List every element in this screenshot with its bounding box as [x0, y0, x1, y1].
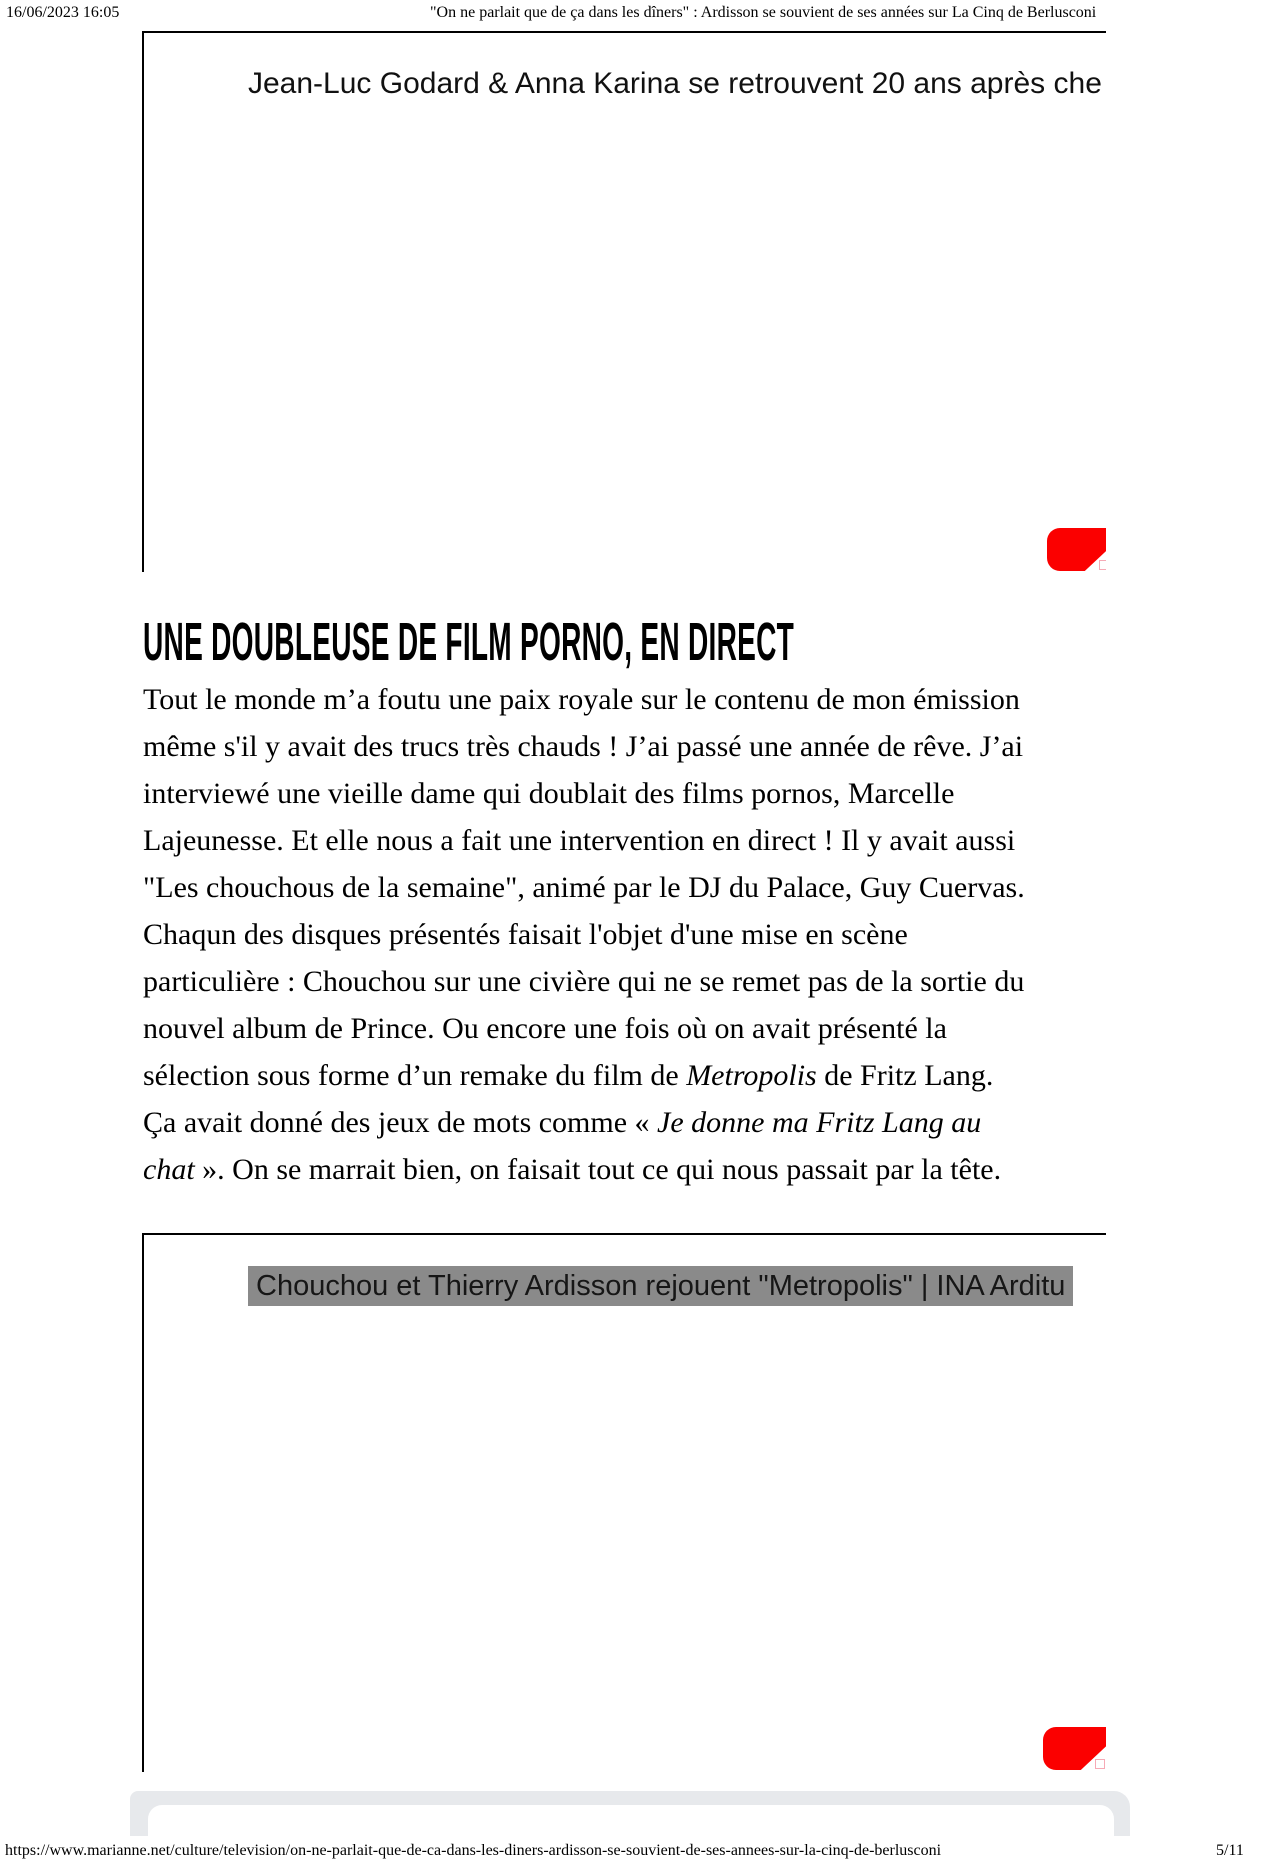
print-footer-url: https://www.marianne.net/culture/television/on-ne-parlait-que-de-ca-dans-les-diners-ardisson-se-souvient-de-ses-annees-sur-la-cinq-de-berlusconi: [5, 1842, 942, 1859]
video-player-godard-karina[interactable]: [142, 31, 1106, 572]
print-header-datetime: 16/06/2023 16:05: [6, 4, 120, 21]
video-title-link[interactable]: Chouchou et Thierry Ardisson rejouent "Metropolis" | INA Arditu: [248, 1266, 1073, 1306]
article-paragraph: Tout le monde m’a foutu une paix royale sur le contenu de mon émission même s'il y avait des trucs très chauds ! J’ai passé une année de rêve. J’ai interviewé une vieille dame qui doublait des films pornos, Marcelle Lajeunesse. Et elle nous a fait une intervention en direct ! Il y avait aussi "Les chouchous de la semaine", animé par le DJ du Palace, Guy Cuervas. Chaqun des disques présentés faisait l'objet d'une mise en scène particulière : Chouchou sur une civière qui ne se remet pas de la sortie du nouvel album de Prince. Ou encore une fois où on avait présenté la sélection sous forme d’un remake du film de Metropolis de Fritz Lang. Ça avait donné des jeux de mots comme « Je donne ma Fritz Lang au chat ». On se marrait bien, on faisait tout ce qui nous passait par la tête.: [143, 683, 1025, 1186]
print-header-title: "On ne parlait que de ça dans les dîners" : Ardisson se souvient de ses années sur La Cinq de Berlusconi: [430, 4, 1097, 21]
youtube-play-triangle: [1047, 528, 1106, 571]
logo-corner-artifact: [1095, 1759, 1105, 1769]
youtube-logo-icon[interactable]: [1043, 1727, 1106, 1770]
section-heading: UNE DOUBLEUSE DE FILM PORNO, EN DIRECT: [143, 612, 795, 672]
youtube-logo-icon[interactable]: [1047, 528, 1106, 571]
next-embed-clipped-panel: [130, 1791, 1130, 1836]
next-embed-card: [148, 1805, 1114, 1836]
print-footer-page-number: 5/11: [1216, 1842, 1244, 1859]
video-title-link[interactable]: Jean-Luc Godard & Anna Karina se retrouvent 20 ans après che: [248, 67, 1102, 100]
logo-corner-artifact: [1099, 560, 1106, 570]
video-player-chouchou-metropolis[interactable]: [142, 1233, 1106, 1772]
